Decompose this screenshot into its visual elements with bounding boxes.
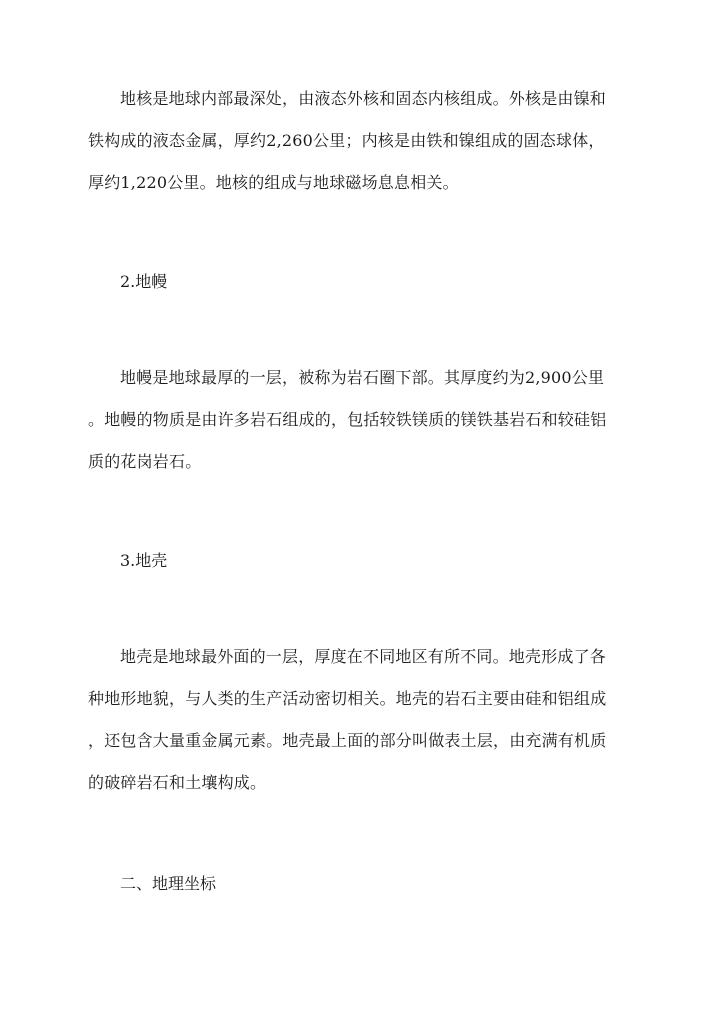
section-heading-geographic-coordinates: 二、地理坐标: [120, 874, 217, 893]
paragraph-crust: [88, 636, 636, 804]
paragraph-core: [88, 78, 636, 204]
paragraph-line: 。地幔的物质是由许多岩石组成的，包括较铁镁质的镁铁基岩石和较硅铝: [88, 410, 607, 429]
paragraph-line: ，还包含大量重金属元素。地壳最上面的部分叫做表土层，由充满有机质: [88, 731, 607, 750]
paragraph-line: 种地形地貌，与人类的生产活动密切相关。地壳的岩石主要由硅和铝组成: [88, 689, 607, 708]
section-heading-crust: 3.地壳: [120, 551, 168, 570]
paragraph-line: 地幔是地球最厚的一层，被称为岩石圈下部。其厚度约为2,900公里: [120, 368, 605, 387]
paragraph-mantle: [88, 357, 636, 483]
paragraph-line: 的破碎岩石和土壤构成。: [88, 773, 267, 792]
paragraph-line: 地核是地球内部最深处，由液态外核和固态内核组成。外核是由镍和: [120, 89, 607, 108]
paragraph-line: 厚约1,220公里。地核的组成与地球磁场息息相关。: [88, 173, 459, 192]
paragraph-line: 地壳是地球最外面的一层，厚度在不同地区有所不同。地壳形成了各: [120, 647, 607, 666]
paragraph-line: 铁构成的液态金属，厚约2,260公里；内核是由铁和镍组成的固态球体，: [88, 131, 605, 150]
paragraph-line: 质的花岗岩石。: [88, 452, 202, 471]
section-heading-mantle: 2.地幔: [120, 272, 168, 291]
